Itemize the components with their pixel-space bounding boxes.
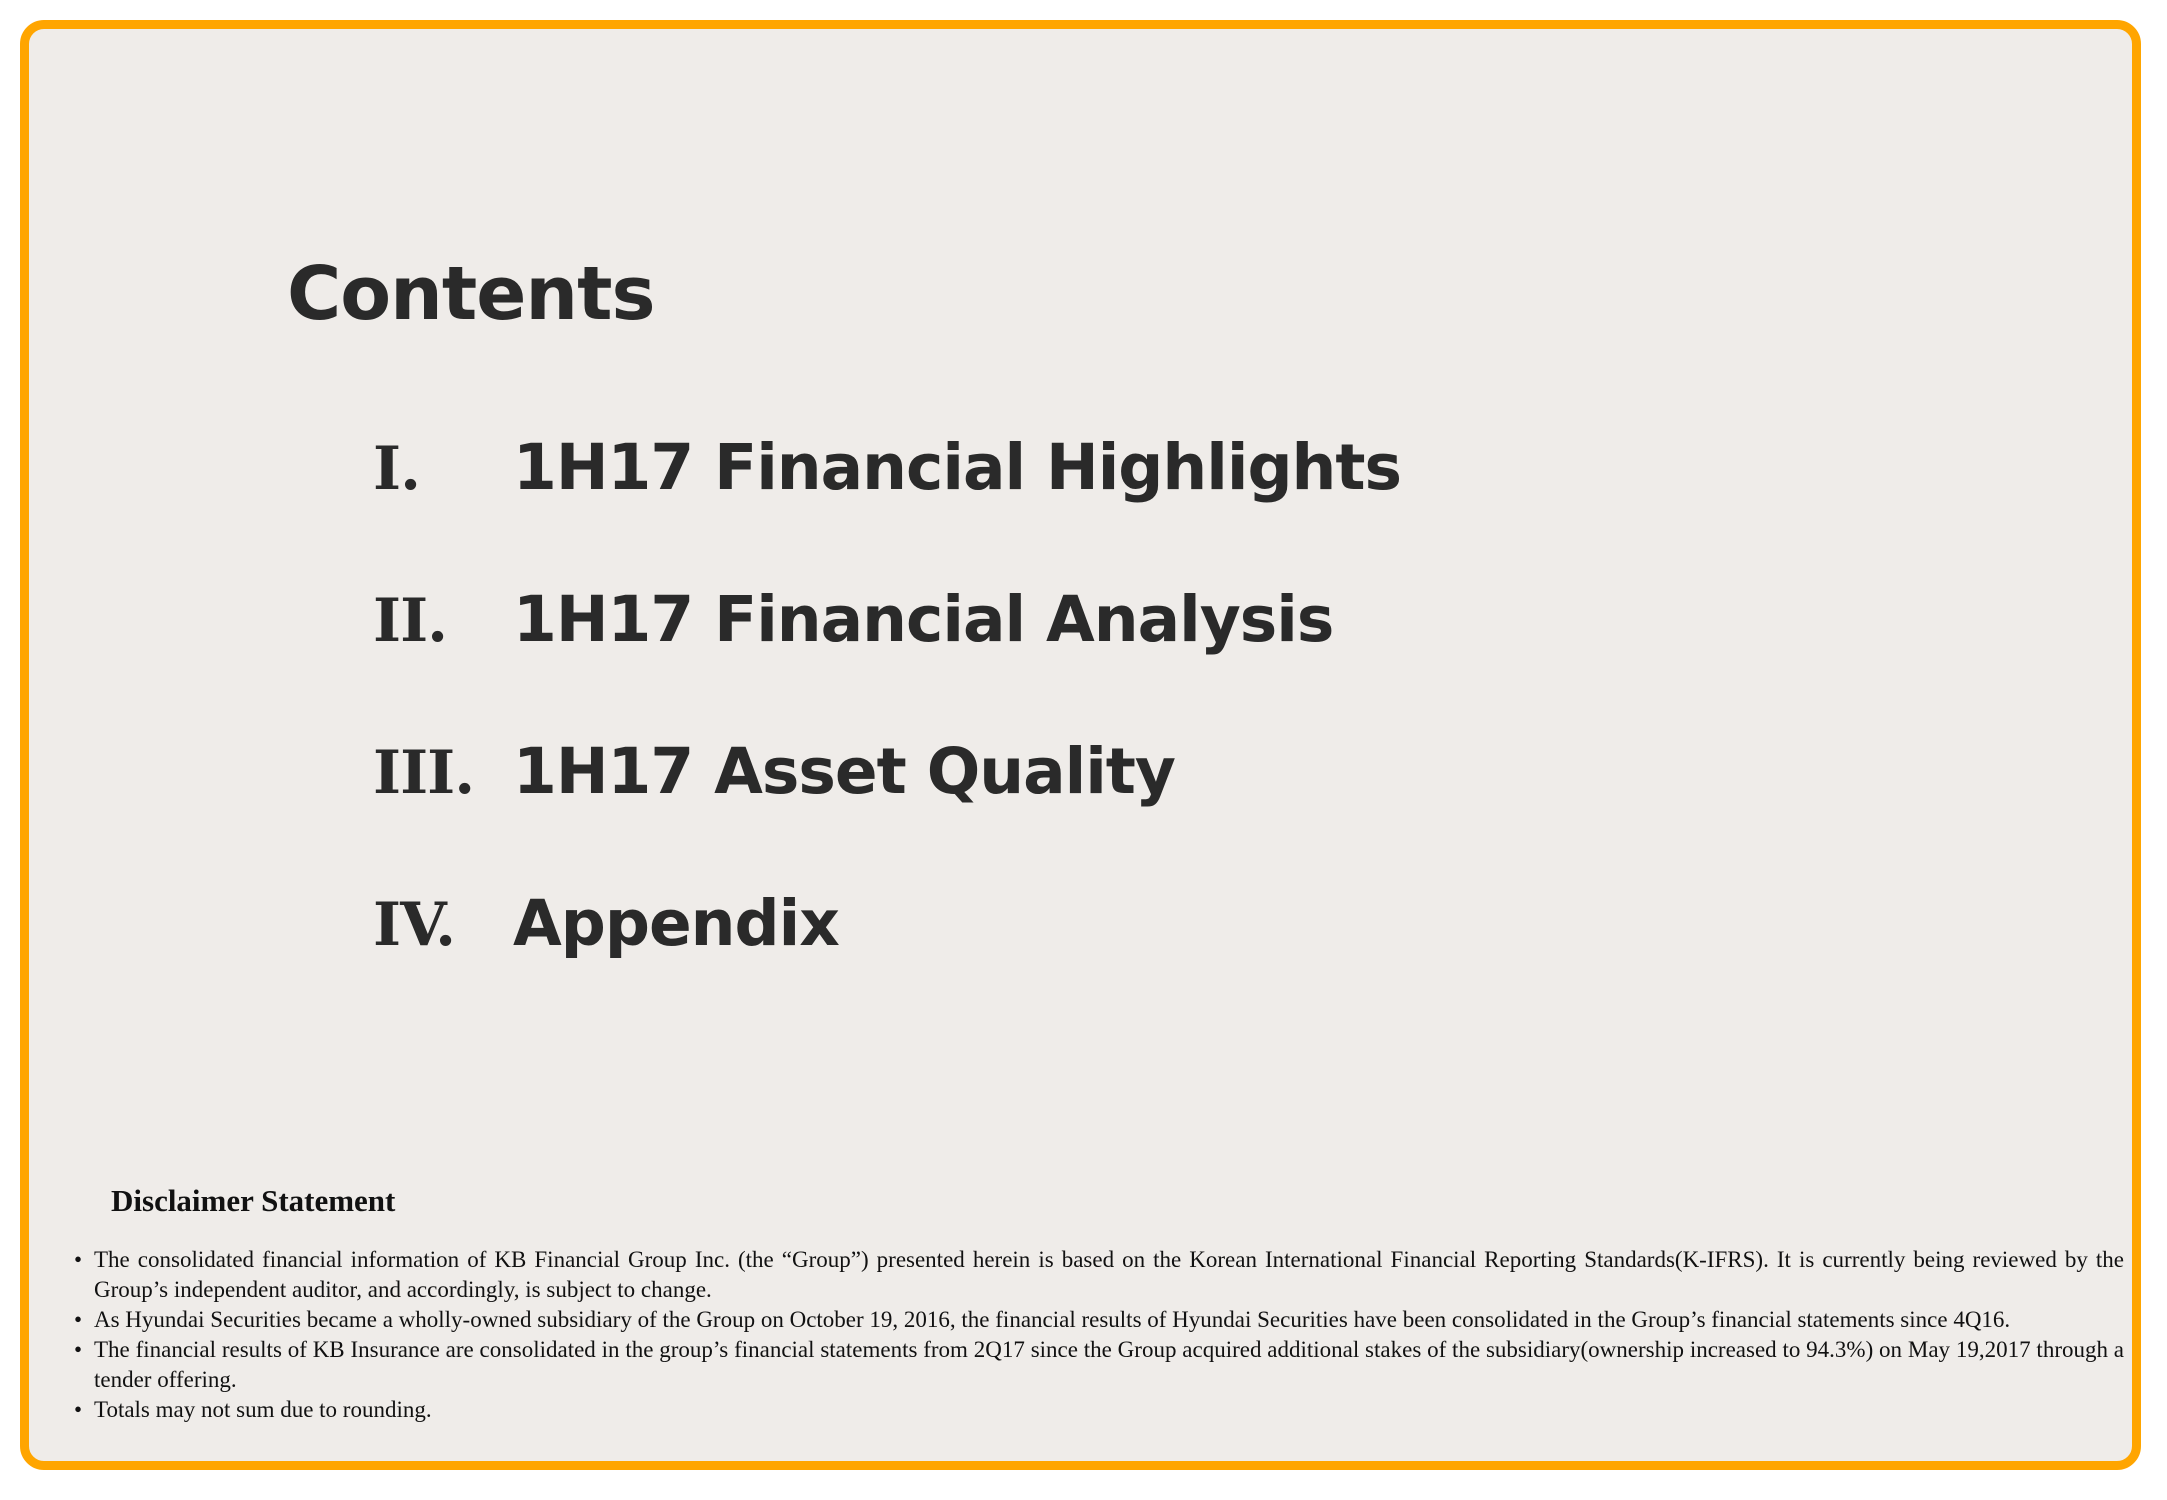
disclaimer-item [74, 1305, 2124, 1335]
disclaimer-text: The financial results of KB Insurance are consolidated in the group’s financial statements from 2Q17 since the Group acquired additional stakes of the subsidiary(ownership increased to 94.3%) on May 19,2017 through a tender offering. [94, 1337, 2124, 1392]
toc-number: II. [373, 586, 448, 656]
toc-number: IV. [373, 890, 456, 960]
contents-heading: Contents [287, 251, 655, 337]
toc-item-analysis [373, 583, 1401, 740]
toc-label: Appendix [513, 887, 839, 960]
disclaimer-text: The consolidated financial information of KB Financial Group Inc. (the “Group”) presented herein is based on the Korean International Financial Reporting Standards(K-IFRS). It is currently being reviewed by the Group’s independent auditor, and accordingly, is subject to change. [94, 1247, 2124, 1302]
table-of-contents [373, 431, 1402, 1044]
toc-item-appendix [373, 887, 1401, 1044]
bullet-icon: • [74, 1247, 83, 1272]
disclaimer-item [74, 1245, 2124, 1305]
disclaimer-item [74, 1395, 2124, 1425]
toc-item-asset-quality [373, 735, 1401, 892]
bullet-icon: • [74, 1307, 83, 1332]
slide-frame [20, 20, 2141, 1470]
toc-label: 1H17 Financial Highlights [513, 431, 1402, 504]
disclaimer-item [74, 1335, 2124, 1395]
toc-number: I. [373, 434, 420, 504]
toc-label: 1H17 Financial Analysis [513, 583, 1334, 656]
disclaimer-list [74, 1245, 2124, 1425]
disclaimer-text: As Hyundai Securities became a wholly-owned subsidiary of the Group on October 19, 2016, the financial results of Hyundai Securities have been consolidated in the Group’s financial statements since 4Q16. [94, 1307, 2011, 1332]
bullet-icon: • [74, 1397, 83, 1422]
toc-item-highlights [373, 431, 1402, 588]
toc-label: 1H17 Asset Quality [513, 735, 1175, 808]
disclaimer-text: Totals may not sum due to rounding. [94, 1397, 432, 1422]
disclaimer-title: Disclaimer Statement [111, 1183, 396, 1218]
toc-number: III. [373, 738, 475, 808]
bullet-icon: • [74, 1337, 83, 1362]
